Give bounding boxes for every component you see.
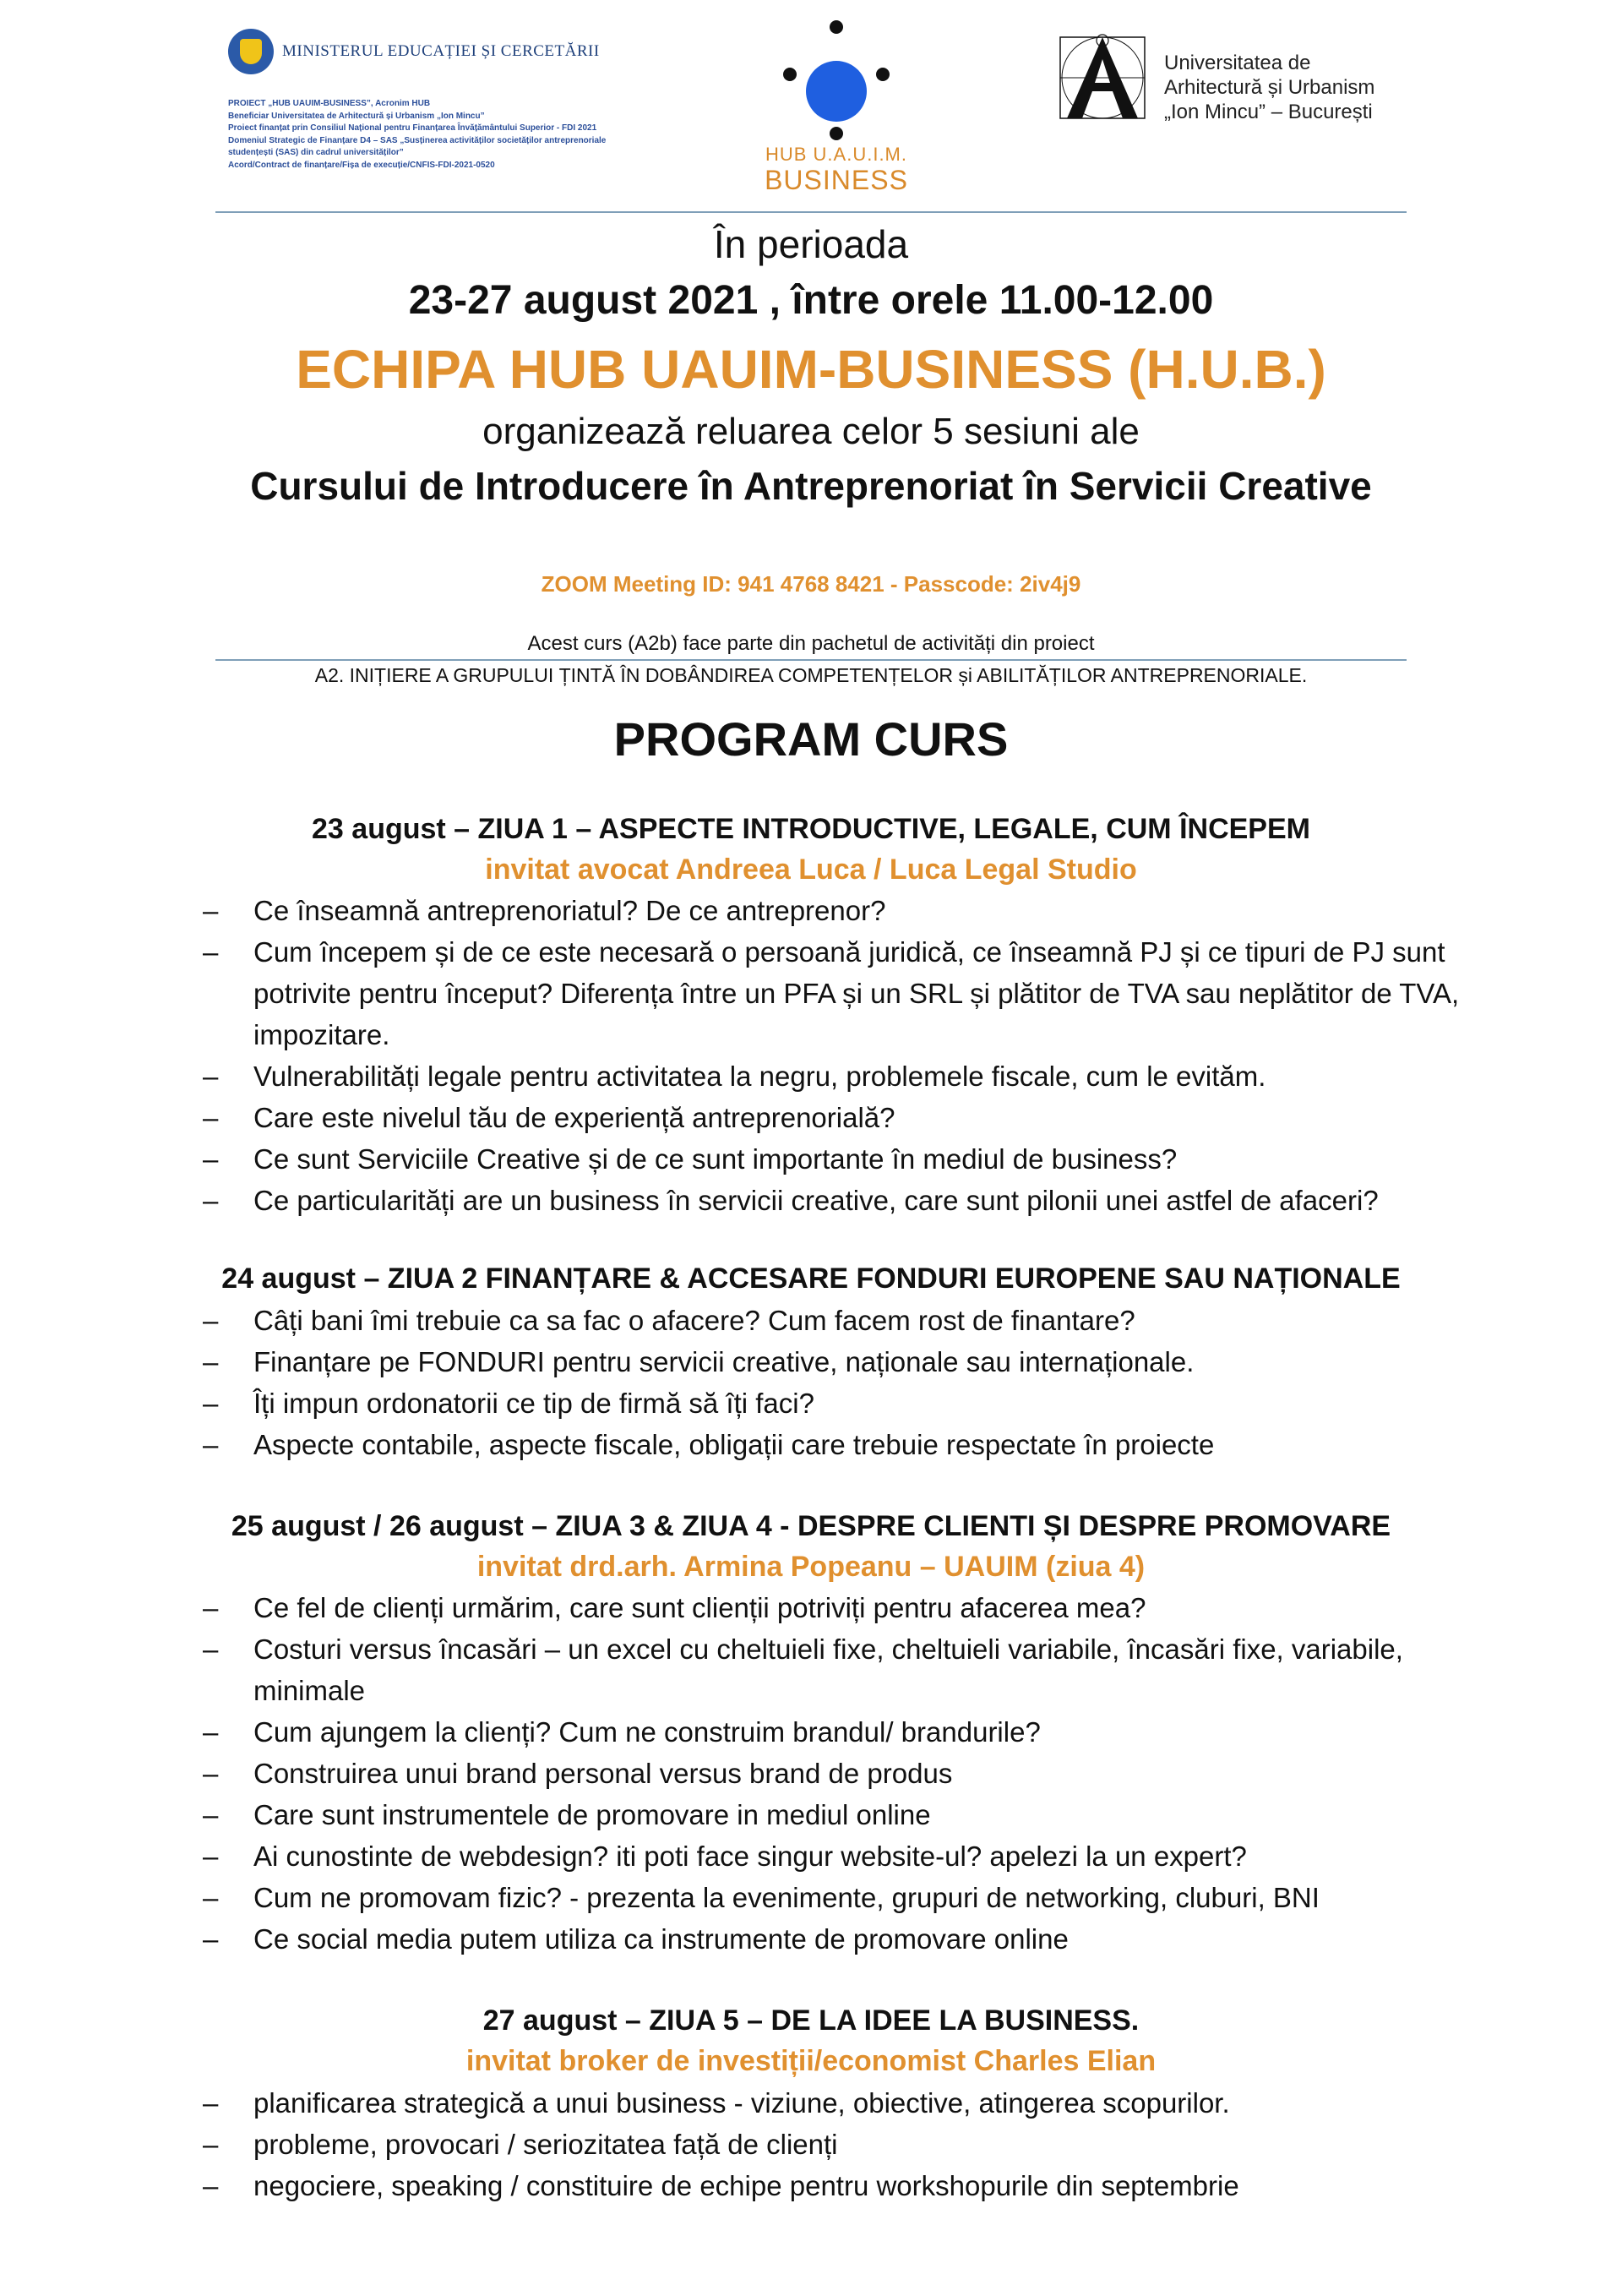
ministry-block bbox=[228, 29, 667, 172]
ministry-name: MINISTERUL EDUCAȚIEI ȘI CERCETĂRII bbox=[282, 42, 600, 60]
day3-4-topic-list bbox=[203, 1587, 1470, 1960]
uauim-logo-icon bbox=[1052, 30, 1153, 125]
project-line: Domeniul Strategic de Finanțare D4 – SAS „Susținerea activităților societăților antreprenoriale bbox=[228, 135, 607, 145]
day5-title: 27 august – ZIUA 5 – DE LA IDEE LA BUSINESS. bbox=[482, 2004, 1140, 2037]
team-title: ECHIPA HUB UAUIM-BUSINESS (H.U.B.) bbox=[296, 339, 1326, 400]
list-item: – Ce înseamnă antreprenoriatul? De ce antreprenor? bbox=[203, 890, 1470, 931]
romania-crest-icon bbox=[228, 29, 274, 74]
list-item: – Cum ajungem la clienți? Cum ne construim brandul/ brandurile? bbox=[203, 1711, 1470, 1753]
list-item: – Vulnerabilități legale pentru activitatea la negru, problemele fiscale, cum le evităm. bbox=[203, 1055, 1470, 1097]
list-item: – Ce fel de clienți urmărim, care sunt clienții potriviți pentru afacerea mea? bbox=[203, 1587, 1470, 1628]
zoom-meeting-info: ZOOM Meeting ID: 941 4768 8421 - Passcode: 2iv4j9 bbox=[541, 571, 1081, 597]
period-label: În perioada bbox=[713, 222, 909, 266]
university-line: „Ion Mincu” – București bbox=[1164, 101, 1373, 123]
list-item: – Construirea unui brand personal versus brand de produs bbox=[203, 1753, 1470, 1794]
list-item: – negociere, speaking / constituire de echipe pentru workshopurile din septembrie bbox=[203, 2165, 1470, 2206]
day3-4-title: 25 august / 26 august – ZIUA 3 & ZIUA 4 - DESPRE CLIENTI ȘI DESPRE PROMOVARE bbox=[231, 1510, 1391, 1542]
course-title: Cursului de Introducere în Antreprenoriat în Servicii Creative bbox=[250, 464, 1372, 508]
project-info bbox=[228, 98, 667, 172]
ministry-row bbox=[228, 29, 667, 74]
list-item: – Finanțare pe FONDURI pentru servicii creative, naționale sau internaționale. bbox=[203, 1341, 1470, 1383]
project-line: PROIECT „HUB UAUIM-BUSINESS”, Acronim HUB bbox=[228, 99, 431, 108]
day1-title: 23 august – ZIUA 1 – ASPECTE INTRODUCTIVE, LEGALE, CUM ÎNCEPEM bbox=[312, 813, 1310, 845]
organizes-line: organizează reluarea celor 5 sesiuni ale bbox=[482, 411, 1140, 452]
list-item: – Cum ne promovam fizic? - prezenta la evenimente, grupuri de networking, cluburi, BNI bbox=[203, 1877, 1470, 1918]
list-item: – probleme, provocari / seriozitatea față de clienți bbox=[203, 2124, 1470, 2165]
hub-logo-text bbox=[760, 144, 912, 194]
event-dates: 23-27 august 2021 , între orele 11.00-12.00 bbox=[408, 278, 1214, 323]
list-item: – Care sunt instrumentele de promovare in mediul online bbox=[203, 1794, 1470, 1835]
header-divider bbox=[215, 211, 1407, 213]
project-line: Proiect finanțat prin Consiliul Național pentru Finanțarea Învățământului Superior - FDI 2021 bbox=[228, 123, 597, 133]
list-item: – Ai cunostinte de webdesign? iti poti face singur website-ul? apelezi la un expert? bbox=[203, 1835, 1470, 1877]
project-line: studențești (SAS) din cadrul universităților” bbox=[228, 148, 404, 157]
university-line: Arhitectură și Urbanism bbox=[1164, 76, 1375, 99]
day5-topic-list bbox=[203, 2082, 1470, 2206]
day1-topic-list bbox=[203, 890, 1470, 1221]
list-item: – Câți bani îmi trebuie ca sa fac o afacere? Cum facem rost de finantare? bbox=[203, 1300, 1470, 1341]
list-item: – Îți impun ordonatorii ce tip de firmă să îți faci? bbox=[203, 1383, 1470, 1424]
university-name bbox=[1164, 51, 1374, 124]
day2-topic-list bbox=[203, 1300, 1470, 1465]
activity-divider bbox=[215, 659, 1407, 661]
activity-title-line: A2. INIȚIERE A GRUPULUI ȚINTĂ ÎN DOBÂNDIREA COMPETENȚELOR și ABILITĂȚILOR ANTREPRENORIALE. bbox=[314, 664, 1308, 686]
hub-logo-dot-icon bbox=[760, 125, 912, 142]
day1-guest: invitat avocat Andreea Luca / Luca Legal Studio bbox=[485, 854, 1137, 886]
list-item: – Care este nivelul tău de experiență antreprenorială? bbox=[203, 1097, 1470, 1138]
hub-uauim-business-logo bbox=[760, 17, 912, 203]
list-item: – Ce social media putem utiliza ca instrumente de promovare online bbox=[203, 1918, 1470, 1960]
program-title: PROGRAM CURS bbox=[613, 712, 1009, 766]
project-line: Beneficiar Universitatea de Arhitectură și Urbanism „Ion Mincu” bbox=[228, 111, 485, 121]
list-item: – planificarea strategică a unui business - viziune, obiective, atingerea scopurilor. bbox=[203, 2082, 1470, 2124]
university-line: Universitatea de bbox=[1164, 52, 1311, 74]
hub-logo-line1: HUB U.A.U.I.M. bbox=[765, 144, 907, 165]
list-item: – Aspecte contabile, aspecte fiscale, obligații care trebuie respectate în proiecte bbox=[203, 1424, 1470, 1465]
project-line: Acord/Contract de finanțare/Fișa de execuție/CNFIS-FDI-2021-0520 bbox=[228, 160, 495, 170]
list-item: – Costuri versus încasări – un excel cu cheltuieli fixe, cheltuieli variabile, încasări fixe, variabile, minimale bbox=[203, 1628, 1470, 1711]
list-item: – Cum începem și de ce este necesară o persoană juridică, ce înseamnă PJ și ce tipuri de PJ sunt potrivite pentru început? Diferența între un PFA și un SRL și plătitor de TVA sau neplătitor de TVA, impozitare. bbox=[203, 931, 1470, 1055]
list-item: – Ce particularități are un business în servicii creative, care sunt pilonii unei astfel de afaceri? bbox=[203, 1180, 1470, 1221]
day2-title: 24 august – ZIUA 2 FINANȚARE & ACCESARE FONDURI EUROPENE SAU NAȚIONALE bbox=[221, 1263, 1401, 1295]
day3-4-guest: invitat drd.arh. Armina Popeanu – UAUIM (ziua 4) bbox=[476, 1551, 1146, 1583]
activity-package-line: Acest curs (A2b) face parte din pachetul de activități din proiect bbox=[527, 632, 1095, 655]
hub-logo-line2: BUSINESS bbox=[765, 165, 908, 195]
list-item: – Ce sunt Serviciile Creative și de ce sunt importante în mediul de business? bbox=[203, 1138, 1470, 1180]
day5-guest: invitat broker de investiții/economist Charles Elian bbox=[465, 2045, 1157, 2077]
